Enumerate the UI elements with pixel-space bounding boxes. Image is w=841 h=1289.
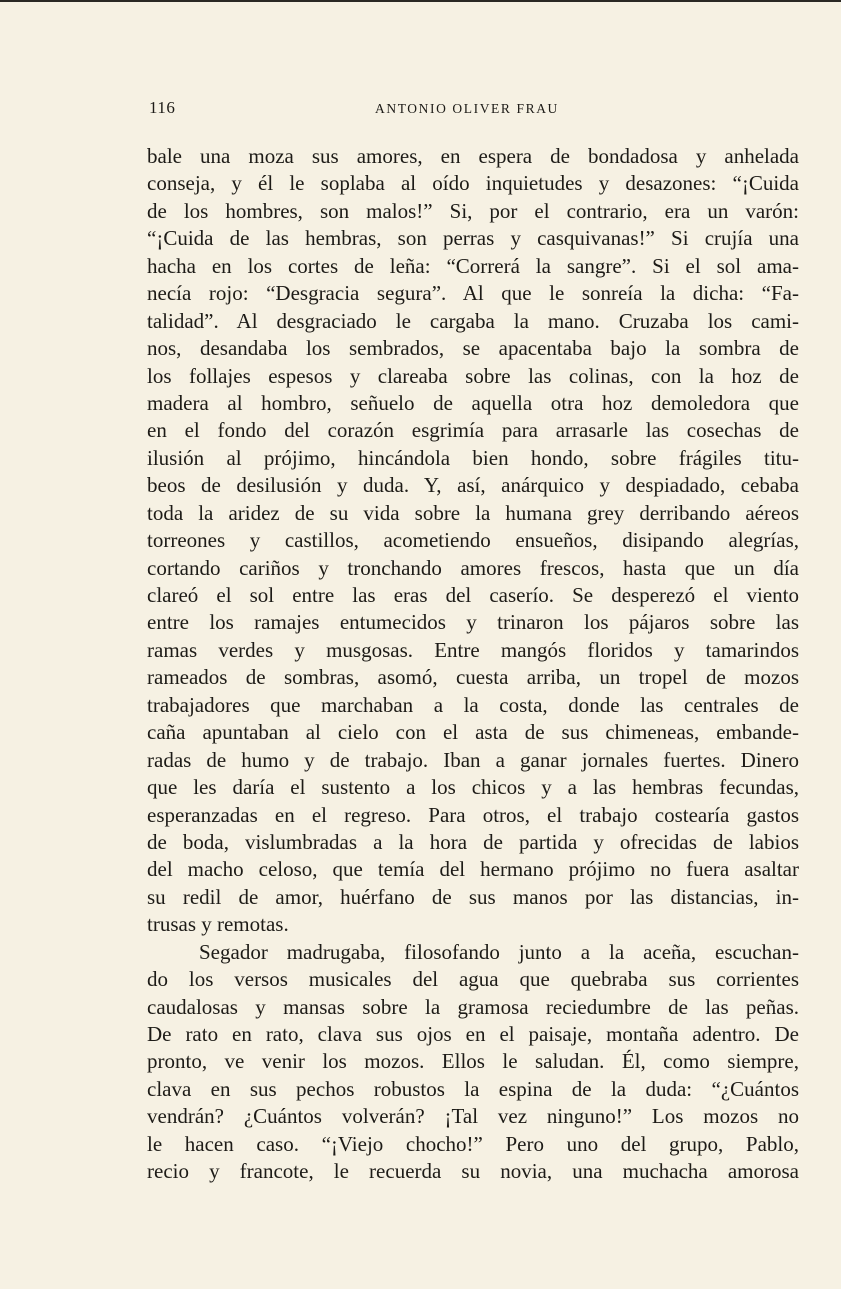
text-line: do los versos musicales del agua que quebraba sus corrientes — [147, 967, 799, 992]
text-line: nos, desandaba los sembrados, se apacentaba bajo la sombra de — [147, 336, 799, 361]
page-header — [149, 98, 799, 124]
text-line: cortando cariños y tronchando amores frescos, hasta que un día — [147, 555, 799, 580]
text-line: clareó el sol entre las eras del caserío. Se desperezó el viento — [147, 583, 799, 607]
text-line: conseja, y él le soplaba al oído inquietudes y desazones: “¡Cuida — [147, 171, 799, 196]
text-line: que les daría el sustento a los chicos y a las hembras fecundas, — [147, 775, 799, 800]
text-line: esperanzadas en el regreso. Para otros, el trabajo costearía gastos — [147, 802, 799, 827]
paragraph-2 — [147, 939, 799, 1186]
text-line: “¡Cuida de las hembras, son perras y casquivanas!” Si crujía una — [147, 226, 799, 251]
text-line: los follajes espesos y clareaba sobre las colinas, con la hoz de — [147, 363, 799, 388]
text-line: entre los ramajes entumecidos y trinaron los pájaros sobre las — [147, 610, 799, 635]
text-line: bale una moza sus amores, en espera de bondadosa y anhelada — [147, 144, 799, 168]
top-edge-rule — [0, 0, 841, 2]
text-line: madera al hombro, señuelo de aquella otra hoz demoledora que — [147, 390, 799, 415]
text-line: caudalosas y mansas sobre la gramosa reciedumbre de las peñas. — [147, 994, 799, 1019]
text-line: trabajadores que marchaban a la costa, donde las centrales de — [147, 692, 799, 717]
text-line: De rato en rato, clava sus ojos en el paisaje, montaña adentro. De — [147, 1022, 799, 1046]
text-line: Segador madrugaba, filosofando junto a la aceña, escuchan- — [199, 939, 799, 964]
text-line: ramas verdes y musgosas. Entre mangós floridos y tamarindos — [147, 637, 799, 662]
text-line: hacha en los cortes de leña: “Correrá la sangre”. Si el sol ama- — [147, 253, 799, 278]
text-line: ilusión al prójimo, hincándola bien hondo, sobre frágiles titu- — [147, 445, 799, 470]
paragraph-1 — [147, 143, 799, 939]
text-line: beos de desilusión y duda. Y, así, anárquico y despiadado, cebaba — [147, 473, 799, 498]
text-line: radas de humo y de trabajo. Iban a ganar jornales fuertes. Dinero — [147, 747, 799, 772]
text-line: de boda, vislumbradas a la hora de partida y ofrecidas de labios — [147, 829, 799, 854]
text-line: su redil de amor, huérfano de sus manos por las distancias, in- — [147, 884, 799, 909]
text-line: vendrán? ¿Cuántos volverán? ¡Tal vez ninguno!” Los mozos no — [147, 1104, 799, 1129]
text-line: toda la aridez de su vida sobre la humana grey derribando aéreos — [147, 500, 799, 525]
text-line: de los hombres, son malos!” Si, por el contrario, era un varón: — [147, 198, 799, 223]
text-line: torreones y castillos, acometiendo ensueños, disipando alegrías, — [147, 528, 799, 553]
text-line: caña apuntaban al cielo con el asta de sus chimeneas, embande- — [147, 720, 799, 745]
body-text — [147, 143, 799, 1186]
text-line: trusas y remotas. — [147, 912, 289, 937]
text-line: necía rojo: “Desgracia segura”. Al que le sonreía la dicha: “Fa- — [147, 281, 799, 306]
running-head: ANTONIO OLIVER FRAU — [375, 101, 559, 116]
text-line: pronto, ve venir los mozos. Ellos le saludan. Él, como siempre, — [147, 1049, 799, 1074]
page-number: 116 — [149, 98, 176, 117]
text-line: rameados de sombras, asomó, cuesta arriba, un tropel de mozos — [147, 665, 799, 690]
text-line: clava en sus pechos robustos la espina de la duda: “¿Cuántos — [147, 1076, 799, 1101]
text-line: recio y francote, le recuerda su novia, una muchacha amorosa — [147, 1159, 799, 1184]
text-line: talidad”. Al desgraciado le cargaba la mano. Cruzaba los cami- — [147, 308, 799, 333]
text-line: le hacen caso. “¡Viejo chocho!” Pero uno del grupo, Pablo, — [147, 1131, 799, 1156]
text-line: del macho celoso, que temía del hermano prójimo no fuera asaltar — [147, 857, 799, 882]
text-line: en el fondo del corazón esgrimía para arrasarle las cosechas de — [147, 418, 799, 443]
